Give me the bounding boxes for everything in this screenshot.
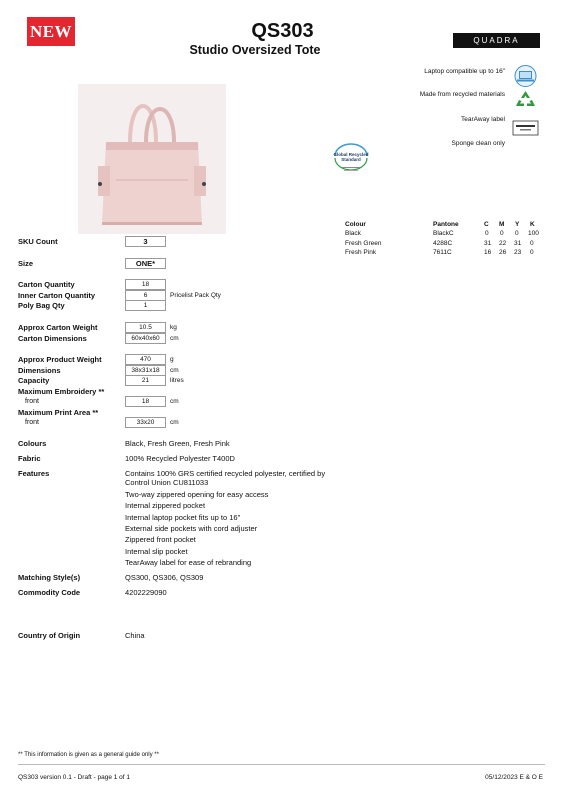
feature-item: Internal zippered pocket — [125, 501, 206, 510]
fabric-value: 100% Recycled Polyester T400D — [125, 454, 235, 463]
fabric-label: Fabric — [18, 454, 41, 463]
colour-table-header-y: Y — [515, 221, 520, 228]
new-badge: NEW — [27, 17, 75, 46]
product-image — [78, 84, 226, 234]
inner-carton-quantity-value: 6 — [125, 290, 166, 301]
table-cell: Fresh Pink — [345, 249, 377, 256]
matching-styles-label: Matching Style(s) — [18, 573, 81, 582]
approx-carton-weight-value: 10.5 — [125, 322, 166, 333]
approx-carton-weight-unit: kg — [170, 324, 177, 331]
feature-item: Internal laptop pocket fits up to 16" — [125, 513, 241, 522]
country-of-origin-label: Country of Origin — [18, 631, 81, 640]
country-of-origin-value: China — [125, 631, 145, 640]
table-cell: 31 — [484, 240, 492, 247]
svg-text:Standard: Standard — [341, 157, 361, 162]
table-cell: 0 — [530, 240, 534, 247]
carton-quantity-label: Carton Quantity — [18, 280, 75, 289]
max-print-area-front-label: front — [25, 419, 40, 426]
size-label: Size — [18, 259, 34, 268]
carton-dimensions-unit: cm — [170, 335, 179, 342]
feature-laptop-text: Laptop compatible up to 16" — [424, 68, 505, 75]
table-cell: 0 — [485, 230, 489, 237]
table-cell: 23 — [514, 249, 522, 256]
table-cell: 0 — [515, 230, 519, 237]
feature-item: Zippered front pocket — [125, 535, 196, 544]
max-embroidery-front-label: front — [25, 398, 40, 405]
carton-dimensions-value: 60x40x60 — [125, 333, 166, 344]
sku-count-value: 3 — [125, 236, 166, 247]
pricelist-pack-qty-note: Pricelist Pack Qty — [170, 292, 221, 299]
feature-item: External side pockets with cord adjuster — [125, 524, 258, 533]
table-cell: 16 — [484, 249, 492, 256]
feature-item: Contains 100% GRS certified recycled polyester, certified by — [125, 469, 326, 478]
recycle-icon — [512, 89, 539, 111]
global-recycled-standard-logo — [330, 142, 372, 176]
table-cell: 100 — [528, 230, 539, 237]
inner-carton-quantity-label: Inner Carton Quantity — [18, 291, 96, 300]
laptop-icon — [512, 65, 539, 87]
feature-item: Internal slip pocket — [125, 547, 188, 556]
footer-divider — [18, 764, 545, 765]
colours-label: Colours — [18, 439, 47, 448]
product-name: Studio Oversized Tote — [189, 43, 321, 57]
max-print-area-unit: cm — [170, 419, 179, 426]
carton-dimensions-label: Carton Dimensions — [18, 334, 87, 343]
max-print-area-label: Maximum Print Area ** — [18, 408, 99, 417]
approx-product-weight-label: Approx Product Weight — [18, 355, 102, 364]
size-value: ONE* — [125, 258, 166, 269]
tearaway-label-icon — [512, 117, 539, 139]
colour-table-header-c: C — [484, 221, 489, 228]
colour-table-header-pantone: Pantone — [433, 221, 459, 228]
dimensions-unit: cm — [170, 367, 179, 374]
approx-product-weight-unit: g — [170, 356, 174, 363]
commodity-code-label: Commodity Code — [18, 588, 81, 597]
product-code: QS303 — [251, 20, 314, 42]
approx-product-weight-value: 470 — [125, 354, 166, 365]
poly-bag-qty-value: 1 — [125, 300, 166, 311]
table-cell: Fresh Green — [345, 240, 382, 247]
svg-text:Global Recycled: Global Recycled — [333, 152, 369, 157]
max-embroidery-value: 18 — [125, 396, 166, 407]
capacity-value: 21 — [125, 375, 166, 386]
brand-logo: QUADRA — [453, 33, 540, 48]
footer-date: 05/12/2023 E & O E — [485, 774, 543, 781]
feature-item: Two-way zippered opening for easy access — [125, 490, 269, 499]
table-cell: 7611C — [433, 249, 452, 256]
max-print-area-value: 33x20 — [125, 417, 166, 428]
table-cell: BlackC — [433, 230, 454, 237]
dimensions-label: Dimensions — [18, 366, 61, 375]
feature-sponge-text: Sponge clean only — [451, 140, 505, 147]
table-cell: Black — [345, 230, 361, 237]
commodity-code-value: 4202229090 — [125, 588, 167, 597]
feature-item: TearAway label for ease of rebranding — [125, 558, 252, 567]
table-cell: 0 — [500, 230, 504, 237]
carton-quantity-value: 18 — [125, 279, 166, 290]
feature-item: Control Union CU811033 — [125, 478, 209, 487]
capacity-label: Capacity — [18, 376, 50, 385]
table-cell: 22 — [499, 240, 507, 247]
poly-bag-qty-label: Poly Bag Qty — [18, 301, 65, 310]
feature-recycled-text: Made from recycled materials — [419, 91, 505, 98]
max-embroidery-unit: cm — [170, 398, 179, 405]
colour-table-header-m: M — [499, 221, 505, 228]
table-cell: 4288C — [433, 240, 453, 247]
capacity-unit: litres — [170, 377, 184, 384]
colours-value: Black, Fresh Green, Fresh Pink — [125, 439, 230, 448]
footer-version: QS303 version 0.1 - Draft - page 1 of 1 — [18, 774, 131, 781]
feature-tearaway-text: TearAway label — [461, 116, 505, 123]
matching-styles-value: QS300, QS306, QS309 — [125, 573, 204, 582]
dimensions-value: 38x31x18 — [125, 365, 166, 376]
sku-count-label: SKU Count — [18, 237, 58, 246]
colour-table-header-colour: Colour — [345, 221, 366, 228]
table-cell: 26 — [499, 249, 507, 256]
table-cell: 31 — [514, 240, 522, 247]
table-cell: 0 — [530, 249, 534, 256]
max-embroidery-label: Maximum Embroidery ** — [18, 387, 105, 396]
features-label: Features — [18, 469, 50, 478]
approx-carton-weight-label: Approx Carton Weight — [18, 323, 98, 332]
colour-table-header-k: K — [530, 221, 535, 228]
guide-footnote: ** This information is given as a general guide only ** — [18, 752, 159, 758]
